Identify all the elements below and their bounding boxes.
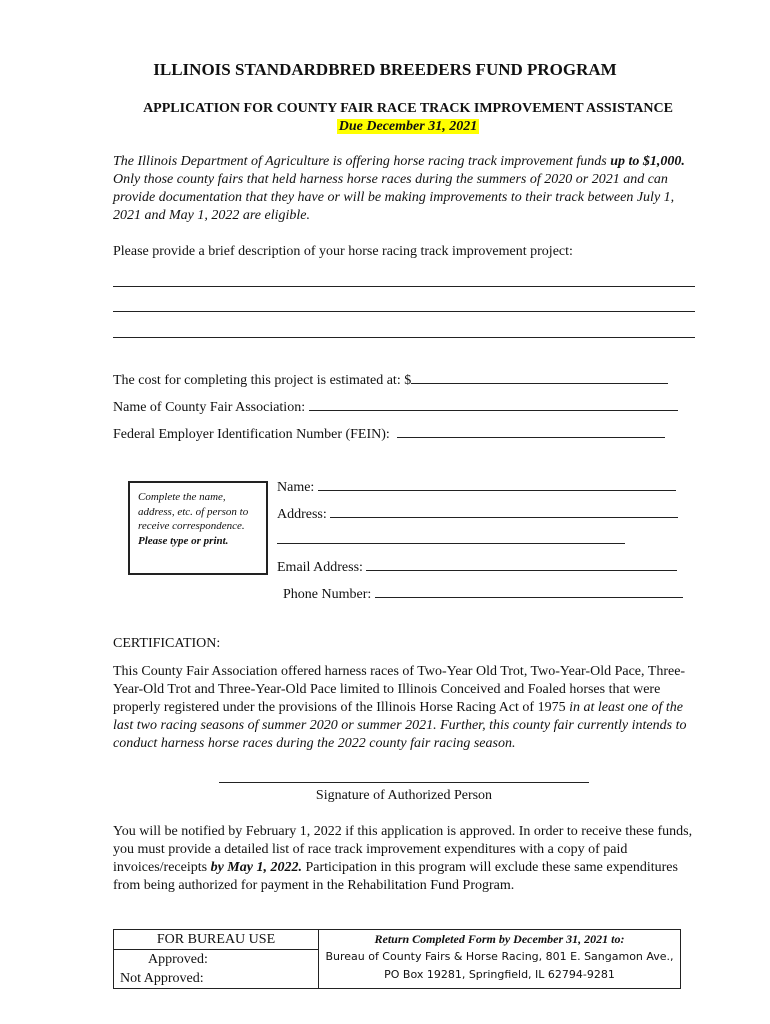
- project-description-line-2[interactable]: [113, 311, 695, 312]
- email-field: [277, 556, 677, 576]
- phone-input[interactable]: [375, 583, 683, 598]
- signature-label: Signature of Authorized Person: [315, 788, 493, 803]
- due-date-highlight: Due December 31, 2021: [338, 119, 478, 134]
- bureau-use-table: [113, 929, 681, 989]
- project-description-prompt: Please provide a brief description of your horse racing track improvement project:: [113, 244, 573, 259]
- cost-field: [113, 369, 668, 389]
- intro-eligibility-text: Only those county fairs that held harness horse races during the summers of 2020 or 2021 and can provide documentation that they have or will be making improvements to their track between July 1, 2021 and May 1, 2022 are eligible.: [113, 172, 675, 223]
- address-label: Address:: [277, 507, 327, 522]
- form-title: ILLINOIS STANDARDBRED BREEDERS FUND PROGRAM: [153, 60, 617, 79]
- certification-italic-text: in at least one of the last two racing seasons of summer 2020 or summer 2021. Further, this county fair currently intends to conduct harness horse races during the 2022 county fair racing season.: [113, 700, 687, 751]
- notification-deadline: by May 1, 2022.: [210, 860, 302, 875]
- bureau-use-cell: [114, 930, 319, 989]
- bureau-approved-label: Approved:: [148, 952, 208, 967]
- notification-exclusion-text: Participation in this program will exclude these same expenditures from being authorized for payment in the Rehabilitation Fund Program.: [113, 860, 678, 893]
- address-field: [277, 503, 678, 523]
- correspondence-note-box: [128, 481, 268, 575]
- return-address-line-2: PO Box 19281, Springfield, IL 62794-9281: [384, 968, 615, 981]
- return-address-cell: [319, 930, 681, 989]
- note-text: Complete the name, address, etc. of person to receive correspondence.: [138, 491, 249, 532]
- intro-text: The Illinois Department of Agriculture is offering horse racing track improvement funds: [113, 154, 611, 169]
- email-label: Email Address:: [277, 560, 363, 575]
- phone-label: Phone Number:: [283, 587, 372, 602]
- fein-input[interactable]: [397, 423, 665, 438]
- certification-paragraph: [113, 663, 705, 753]
- note-bold-text: Please type or print.: [138, 534, 229, 547]
- form-subtitle: APPLICATION FOR COUNTY FAIR RACE TRACK IMPROVEMENT ASSISTANCE: [143, 101, 673, 116]
- certification-heading: CERTIFICATION:: [113, 636, 221, 651]
- return-heading: Return Completed Form by December 31, 2021 to:: [374, 932, 625, 946]
- bureau-not-approved-label: Not Approved:: [120, 971, 204, 986]
- intro-funds-amount: up to $1,000.: [610, 154, 685, 169]
- cost-label: The cost for completing this project is estimated at: $: [113, 373, 412, 388]
- phone-field: [283, 583, 683, 603]
- name-input[interactable]: [318, 476, 676, 491]
- name-field: [277, 476, 676, 496]
- association-input[interactable]: [309, 396, 678, 411]
- address-input-1[interactable]: [330, 503, 678, 518]
- email-input[interactable]: [366, 556, 677, 571]
- association-field: [113, 396, 678, 416]
- cost-input[interactable]: [411, 369, 668, 384]
- bureau-use-heading: FOR BUREAU USE: [114, 930, 318, 950]
- notification-text: You will be notified by February 1, 2022 if this application is approved. In order to receive these funds, you must provide a detailed list of race track improvement expenditures with a copy of paid invoices/receipts: [113, 824, 693, 875]
- fein-label: Federal Employer Identification Number (FEIN):: [113, 427, 390, 442]
- address-input-2[interactable]: [277, 543, 625, 544]
- project-description-line-1[interactable]: [113, 286, 695, 287]
- signature-line[interactable]: [219, 782, 589, 783]
- intro-paragraph: [113, 153, 703, 225]
- association-label: Name of County Fair Association:: [113, 400, 306, 415]
- name-label: Name:: [277, 480, 315, 495]
- certification-text: This County Fair Association offered harness races of Two-Year Old Trot, Two-Year-Old Pace, Three-Year-Old Trot and Three-Year-Old Pace limited to Illinois Conceived and Foaled horses that were properly registered under the provisions of the Illinois Horse Racing Act of 1975: [113, 664, 686, 715]
- return-address-line-1: Bureau of County Fairs & Horse Racing, 801 E. Sangamon Ave.,: [325, 950, 674, 963]
- notification-paragraph: [113, 823, 707, 895]
- project-description-line-3[interactable]: [113, 337, 695, 338]
- fein-field: [113, 423, 665, 443]
- due-date: [0, 119, 770, 135]
